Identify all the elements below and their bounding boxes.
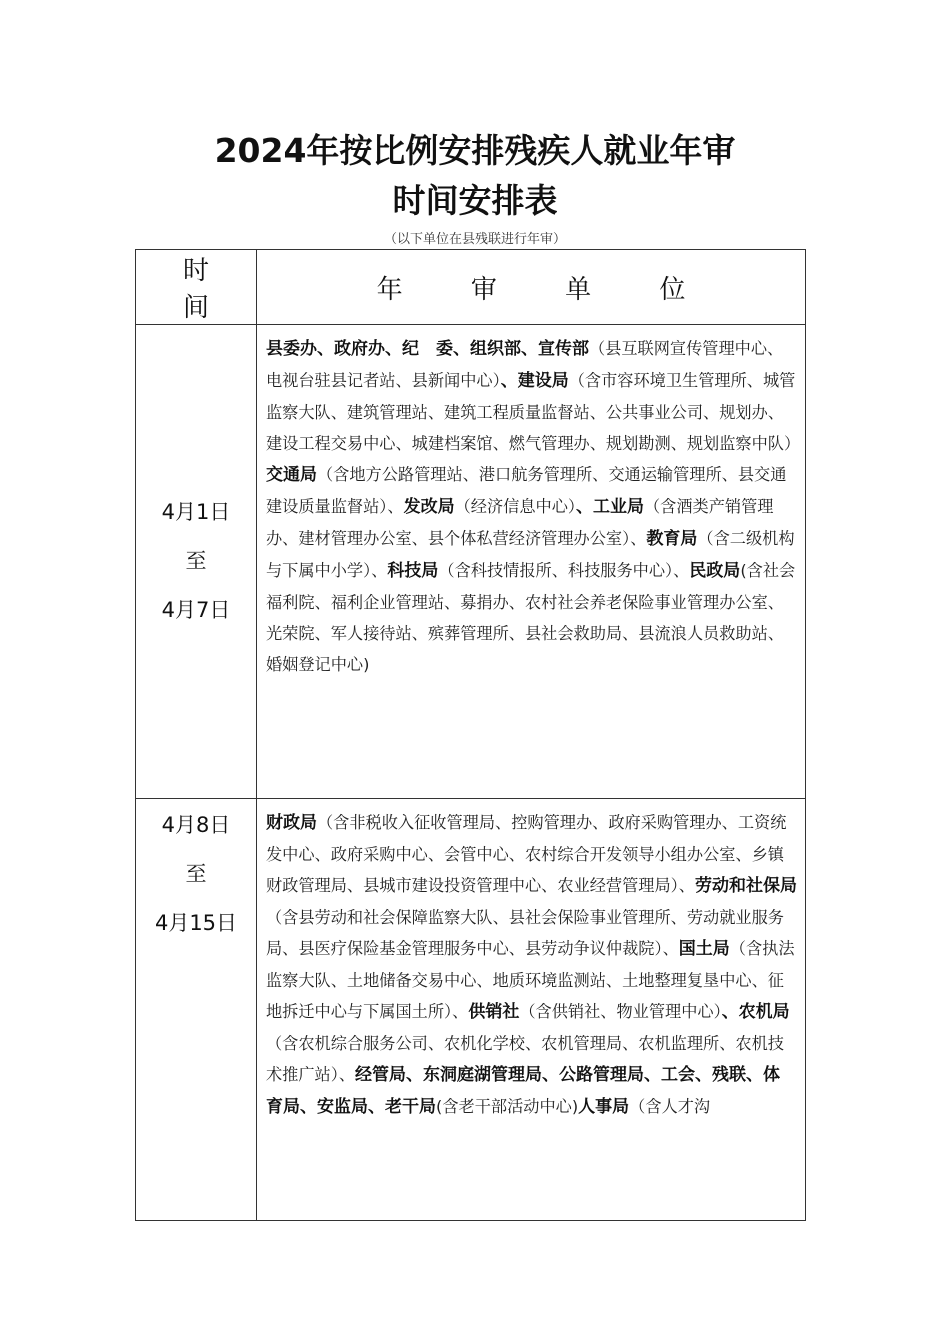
unit-subunits: （含市容环境卫生管理所、城管监察大队、建筑管理站、建筑工程质量监督站、公共事业公司、规划办、建设工程交易中心、城建档案馆、燃气管理办、规划勘测、规划监察中队） <box>266 371 801 453</box>
unit-subunits: （含二级机构与下属中小学）、 <box>266 529 795 580</box>
date-end: 4月7日 <box>161 598 231 622</box>
unit-name: 劳动和社保局 <box>694 876 797 896</box>
unit-name: 人事局 <box>578 1097 630 1117</box>
document-subtitle: （以下单位在县残联进行年审） <box>383 232 566 247</box>
table-row <box>136 799 806 1221</box>
time-cell <box>136 799 257 1221</box>
unit-subunits: (含老干部活动中心) <box>436 1097 579 1116</box>
document-title-line2: 时间安排表 <box>392 181 558 220</box>
date-to: 至 <box>185 549 207 573</box>
unit-name: 交通局 <box>266 465 317 485</box>
unit-subunits: （含农机综合服务公司、农机化学校、农机管理局、农机监理所、农机技术推广站）、 <box>266 1034 784 1084</box>
unit-name: 供销社 <box>468 1002 520 1022</box>
unit-name: 国土局 <box>678 939 730 959</box>
unit-subunits: （经济信息中心） <box>454 497 576 516</box>
unit-subunits: （含县劳动和社会保障监察大队、县社会保险事业管理所、劳动就业服务局、县医疗保险基金管理服务中心、县劳动争议仲裁院）、 <box>266 908 784 958</box>
unit-subunits: （含酒类产销管理办、建材管理办公室、县个体私营经济管理办公室）、 <box>266 497 774 548</box>
unit-name: 、工业局 <box>576 497 644 517</box>
document-title-line1: 2024年按比例安排残疾人就业年审 <box>214 131 736 170</box>
header-time: 时 间 <box>136 250 257 325</box>
unit-name: 、农机局 <box>721 1002 790 1022</box>
units-cell <box>257 325 806 799</box>
date-to: 至 <box>185 862 207 886</box>
unit-subunits: （含执法监察大队、土地储备交易中心、地质环境监测站、土地整理复垦中心、征地拆迁中心与下属国土所）、 <box>266 939 795 1021</box>
unit-subunits: （含非税收入征收管理局、控购管理办、政府采购管理办、工资统发中心、政府采购中心、会管中心、农村综合开发领导小组办公室、乡镇财政管理局、县城市建设投资管理中心、农业经营管理局）、 <box>266 813 787 895</box>
unit-subunits: （含供销社、物业管理中心） <box>519 1002 722 1021</box>
unit-name: 教育局 <box>646 529 698 549</box>
date-end: 4月15日 <box>154 911 238 935</box>
unit-name: 经管局、东洞庭湖管理局、公路管理局、工会、残联、体育局、安监局、老干局 <box>266 1065 781 1117</box>
table-header-row <box>136 250 806 325</box>
schedule-table <box>135 249 806 1221</box>
unit-subunits: (含社会福利院、福利企业管理站、募捐办、农村社会养老保险事业管理办公室、光荣院、军人接待站、殡葬管理所、县社会救助局、县流浪人员救助站、婚姻登记中心) <box>266 561 796 674</box>
unit-name: 财政局 <box>266 813 317 833</box>
unit-subunits: （含人才沟 <box>629 1097 711 1116</box>
unit-subunits: （县互联网宣传管理中心、电视台驻县记者站、县新闻中心） <box>266 339 784 390</box>
unit-name: 、建设局 <box>500 371 569 391</box>
date-start: 4月1日 <box>161 500 231 524</box>
unit-subunits: （含科技情报所、科技服务中心）、 <box>438 561 690 580</box>
unit-name: 科技局 <box>387 561 439 581</box>
date-start: 4月8日 <box>161 813 231 837</box>
units-cell <box>257 799 806 1221</box>
unit-name: 民政局 <box>689 561 741 581</box>
unit-subunits: （含地方公路管理站、港口航务管理所、交通运输管理所、县交通建设质量监督站）、 <box>266 465 787 516</box>
table-row <box>136 325 806 799</box>
unit-name: 县委办、政府办、纪 委、组织部、宣传部 <box>266 339 589 359</box>
unit-name: 发改局 <box>403 497 455 517</box>
header-units: 年 审 单 位 <box>257 250 806 325</box>
time-cell <box>136 325 257 799</box>
